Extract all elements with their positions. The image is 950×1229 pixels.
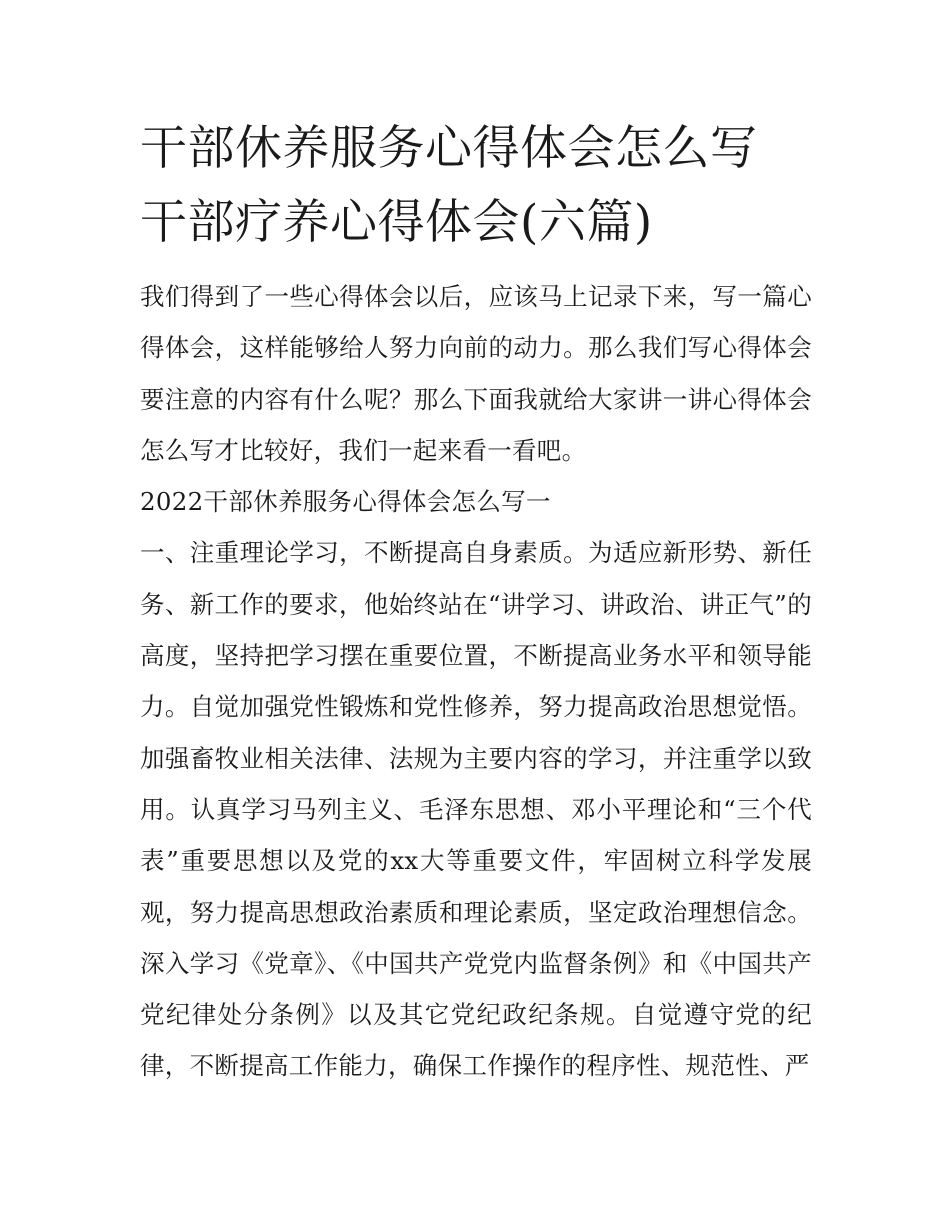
body-paragraph: 一、注重理论学习，不断提高自身素质。为适应新形势、新任务、新工作的要求，他始终站在“讲学习、讲政治、讲正气”的高度，坚持把学习摆在重要位置，不断提高业务水平和领导能力。自觉加强党性锻炼和党性修养，努力提高政治思想觉悟。加强畜牧业相关法律、法规为主要内容的学习，并注重学以致用。认真学习马列主义、毛泽东思想、邓小平理论和“三个代表”重要思想以及党的xx大等重要文件，牢固树立科学发展观，努力提高思想政治素质和理论素质，坚定政治理想信念。深入学习《党章》、《中国共产党党内监督条例》和《中国共产党纪律处分条例》以及其它党纪政纪条规。自觉遵守党的纪律，不断提高工作能力，确保工作操作的程序性、规范性、严 [140, 538, 812, 1081]
title-line-2: 干部疗养心得体会(六篇) [140, 195, 653, 250]
document-content [140, 112, 812, 1092]
intro-paragraph: 我们得到了一些心得体会以后，应该马上记录下来，写一篇心得体会，这样能够给人努力向前的动力。那么我们写心得体会要注意的内容有什么呢？那么下面我就给大家讲一讲心得体会怎么写才比较好，我们一起来看一看吧。 [140, 282, 812, 465]
section-heading: 2022干部休养服务心得体会怎么写一 [140, 487, 551, 517]
title-line-1: 干部休养服务心得体会怎么写 [140, 121, 758, 176]
document-title [140, 112, 812, 260]
